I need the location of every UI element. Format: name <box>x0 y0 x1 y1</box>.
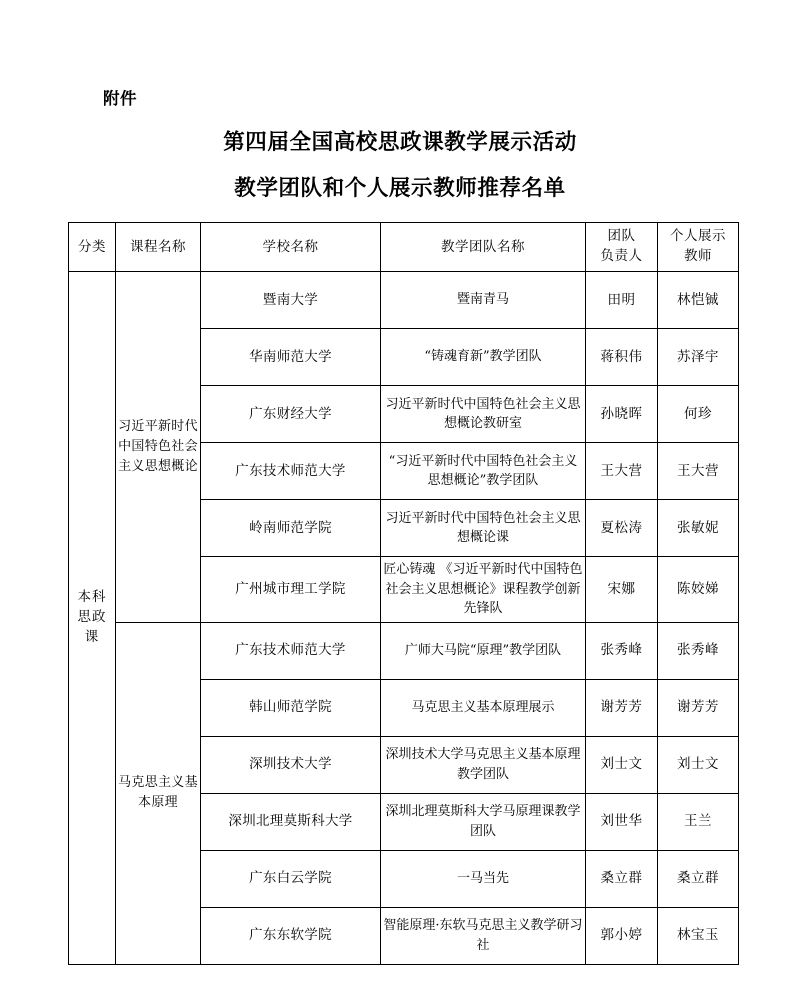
document-title-line2: 教学团队和个人展示教师推荐名单 <box>234 175 566 201</box>
cell-individual-teacher: 林宝玉 <box>658 907 739 964</box>
header-team-name: 教学团队名称 <box>381 223 586 272</box>
cell-team-name: 深圳技术大学马克思主义基本原理教学团队 <box>381 736 586 793</box>
cell-individual-teacher: 刘士文 <box>658 736 739 793</box>
cell-school-name: 广东白云学院 <box>201 850 381 907</box>
cell-individual-teacher: 张秀峰 <box>658 622 739 679</box>
cell-school-name: 暨南大学 <box>201 272 381 329</box>
cell-individual-teacher: 王大营 <box>658 443 739 500</box>
cell-team-name: “铸魂育新”教学团队 <box>381 329 586 386</box>
document-title-line1: 第四届全国高校思政课教学展示活动 <box>223 130 577 155</box>
cell-school-name: 广东技术师范大学 <box>201 443 381 500</box>
header-team-leader-line1: 团队 <box>607 228 636 245</box>
cell-team-name: 一马当先 <box>381 850 586 907</box>
cell-school-name: 深圳技术大学 <box>201 736 381 793</box>
header-team-leader <box>586 223 658 272</box>
cell-individual-teacher: 谢芳芳 <box>658 679 739 736</box>
header-team-leader-line2: 负责人 <box>600 248 643 264</box>
cell-individual-teacher: 林恺铖 <box>658 272 739 329</box>
cell-team-name: 智能原理·东软马克思主义教学研习社 <box>381 907 586 964</box>
header-individual-teacher <box>658 223 739 272</box>
cell-team-name: 习近平新时代中国特色社会主义思想概论教研室 <box>381 386 586 443</box>
cell-school-name: 广东技术师范大学 <box>201 622 381 679</box>
title-block <box>0 132 800 199</box>
table-body <box>69 272 739 965</box>
table-row <box>69 272 739 329</box>
cell-individual-teacher: 张敏妮 <box>658 500 739 557</box>
cell-individual-teacher: 陈姣娣 <box>658 557 739 623</box>
cell-team-leader: 宋娜 <box>586 557 658 623</box>
header-individual-line1: 个人展示 <box>670 228 726 245</box>
cell-team-leader: 张秀峰 <box>586 622 658 679</box>
cell-school-name: 广东财经大学 <box>201 386 381 443</box>
cell-team-name: 马克思主义基本原理展示 <box>381 679 586 736</box>
roster-table <box>68 222 739 965</box>
cell-school-name: 岭南师范学院 <box>201 500 381 557</box>
table-header <box>69 223 739 272</box>
cell-individual-teacher: 王兰 <box>658 793 739 850</box>
cell-team-leader: 郭小婷 <box>586 907 658 964</box>
table-row <box>69 622 739 679</box>
cell-team-leader: 谢芳芳 <box>586 679 658 736</box>
cell-individual-teacher: 苏泽宇 <box>658 329 739 386</box>
cell-team-leader: 田明 <box>586 272 658 329</box>
attachment-label: 附件 <box>103 89 137 108</box>
cell-team-name: 广师大马院“原理”教学团队 <box>381 622 586 679</box>
cell-team-name: 匠心铸魂 《习近平新时代中国特色社会主义思想概论》课程教学创新先锋队 <box>381 557 586 623</box>
header-course-name: 课程名称 <box>116 223 201 272</box>
header-category: 分类 <box>69 223 116 272</box>
header-school-name: 学校名称 <box>201 223 381 272</box>
cell-team-leader: 刘世华 <box>586 793 658 850</box>
cell-team-leader: 孙晓晖 <box>586 386 658 443</box>
header-individual-line2: 教师 <box>684 248 712 264</box>
cell-team-name: 暨南青马 <box>381 272 586 329</box>
cell-school-name: 深圳北理莫斯科大学 <box>201 793 381 850</box>
cell-course-name: 马克思主义基本原理 <box>116 622 201 964</box>
header-row <box>69 223 739 272</box>
cell-school-name: 华南师范大学 <box>201 329 381 386</box>
cell-course-name: 习近平新时代中国特色社会主义思想概论 <box>116 272 201 623</box>
cell-individual-teacher: 何珍 <box>658 386 739 443</box>
cell-team-leader: 蒋积伟 <box>586 329 658 386</box>
cell-school-name: 广州城市理工学院 <box>201 557 381 623</box>
cell-school-name: 韩山师范学院 <box>201 679 381 736</box>
cell-team-name: 深圳北理莫斯科大学马原理课教学团队 <box>381 793 586 850</box>
cell-individual-teacher: 桑立群 <box>658 850 739 907</box>
cell-team-name: 习近平新时代中国特色社会主义思想概论课 <box>381 500 586 557</box>
cell-team-leader: 夏松涛 <box>586 500 658 557</box>
cell-team-leader: 桑立群 <box>586 850 658 907</box>
cell-school-name: 广东东软学院 <box>201 907 381 964</box>
cell-team-name: “习近平新时代中国特色社会主义思想概论”教学团队 <box>381 443 586 500</box>
cell-team-leader: 刘士文 <box>586 736 658 793</box>
cell-category: 本科思政课 <box>69 272 116 965</box>
roster-table-container <box>68 222 738 965</box>
cell-team-leader: 王大营 <box>586 443 658 500</box>
